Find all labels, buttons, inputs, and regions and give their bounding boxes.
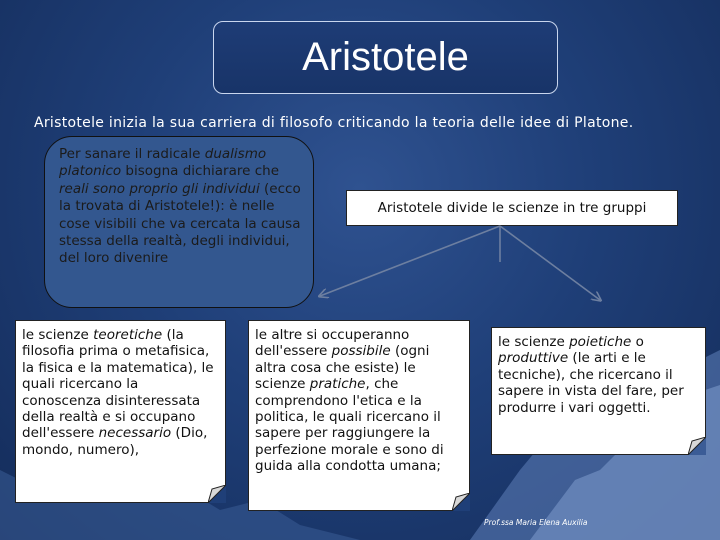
card-teoretiche	[15, 320, 226, 503]
intro-text: Aristotele inizia la sua carriera di filosofo criticando la teoria delle idee di Platone.	[34, 115, 634, 131]
card-segment: (ogni altra cosa che esiste) le scienze	[255, 343, 430, 393]
note-segment: reali sono proprio gli individui	[59, 180, 260, 197]
note-segment: bisogna dichiarare che	[121, 163, 280, 180]
card-segment: le scienze	[498, 334, 570, 350]
groups-box	[346, 190, 678, 226]
page-fold-icon	[208, 485, 226, 503]
footer-credit: Prof.ssa Maria Elena Auxilia	[484, 518, 588, 527]
card-segment: , che comprendono l'etica e la politica, le quali ricercano il sapere per raggiungere la perfezione morale e sono di guida alla condotta umana;	[255, 376, 444, 475]
card-segment: le altre si occuperanno dell'essere	[255, 327, 410, 360]
page-fold-icon	[452, 493, 470, 511]
groups-label: Aristotele divide le scienze in tre gruppi	[377, 200, 647, 216]
card-segment: necessario	[98, 425, 172, 442]
card-segment: (Dio, mondo, numero),	[22, 425, 208, 458]
note-segment: (ecco la trovata di Aristotele!): è nelle cose visibili che va cercata la causa stessa della realtà, degli individui, del loro divenire	[59, 180, 301, 267]
note-segment: dualismo platonico	[59, 146, 267, 180]
note-text	[59, 146, 309, 268]
note-segment: Per sanare il radicale	[59, 146, 205, 162]
card-pratiche	[248, 320, 470, 511]
card-segment: o	[631, 334, 644, 350]
title-box	[213, 21, 558, 94]
card-segment: pratiche	[309, 376, 366, 393]
card-poietiche	[491, 327, 706, 455]
card-segment: poietiche	[569, 334, 632, 350]
card-segment: possibile	[331, 343, 391, 360]
card-segment: le scienze	[22, 327, 94, 343]
card-segment: produttive	[498, 350, 569, 367]
card-segment: (le arti e le tecniche), che ricercano il sapere in vista del fare, per produrre i vari oggetti.	[498, 350, 684, 416]
page-fold-icon	[688, 437, 706, 455]
slide-title: Aristotele	[302, 35, 469, 79]
card-segment: teoretiche	[93, 327, 163, 343]
card-segment: (la filosofia prima o metafisica, la fisica e la matematica), le quali ricercano la conoscenza disinteressata della realtà e si occupano dell'essere	[22, 327, 214, 442]
